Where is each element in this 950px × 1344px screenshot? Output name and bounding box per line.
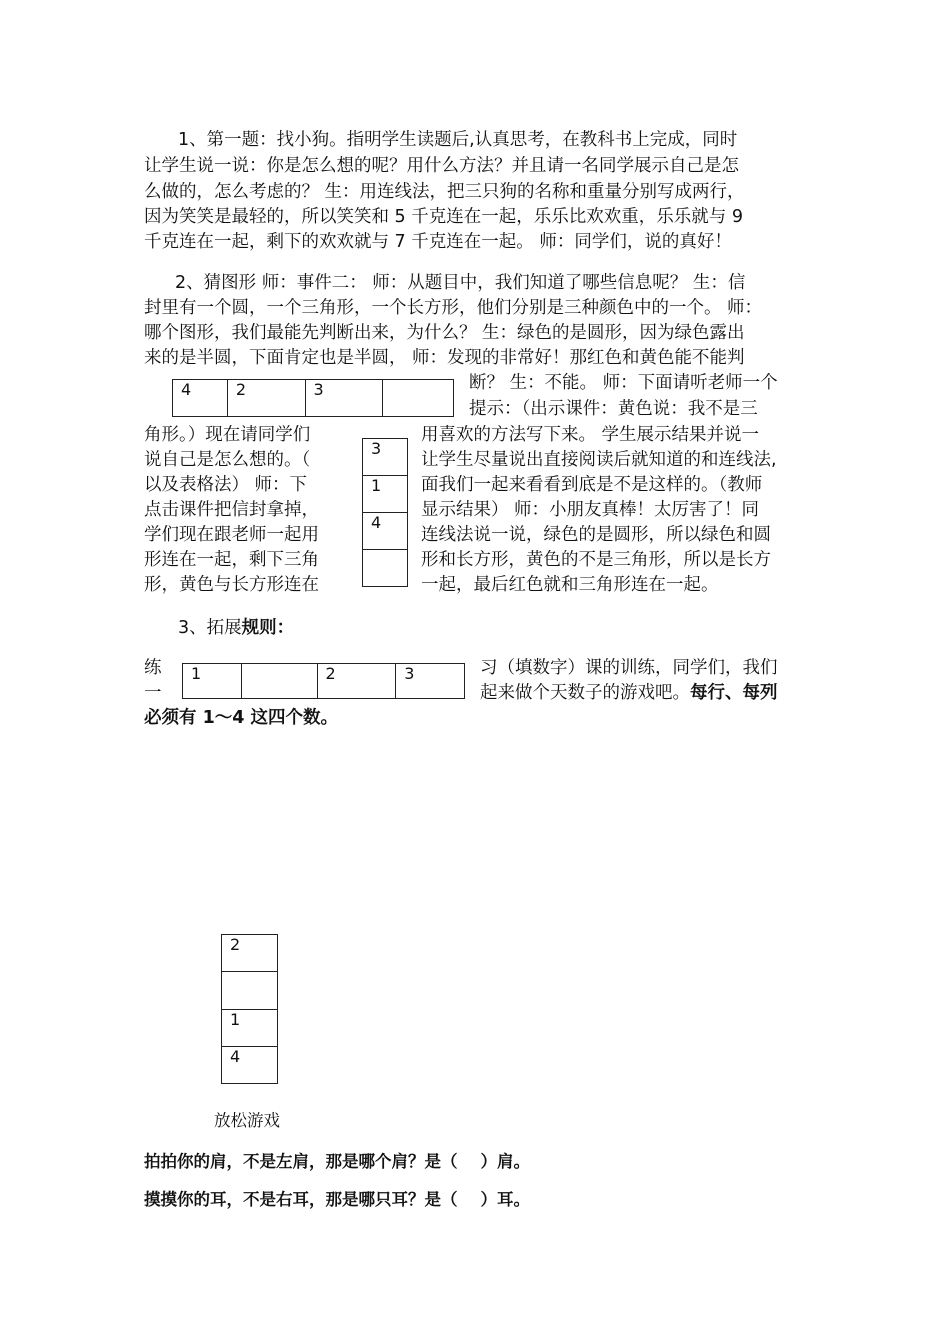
section3-left-char: 一 xyxy=(144,683,162,703)
section2-mid-line: 让学生尽量说出直接阅读后就知道的和连线法, xyxy=(421,450,777,470)
relax-line: 拍拍你的肩，不是左肩，那是哪个肩？是（ ）肩。 xyxy=(144,1152,530,1171)
relax-line: 摸摸你的耳，不是右耳，那是哪只耳？是（ ）耳。 xyxy=(144,1190,530,1209)
section2-line: 哪个图形，我们最能先判断出来，为什么？ 生：绿色的是圆形，因为绿色露出 xyxy=(144,323,745,343)
grid-cell: 3 xyxy=(305,380,383,417)
section3-heading xyxy=(178,616,294,641)
section3-right-plain: 起来做个天数子的游戏吧。 xyxy=(480,683,690,703)
grid-cell xyxy=(363,550,408,587)
section3-heading-bold: 规则： xyxy=(241,618,295,638)
grid-cell xyxy=(383,380,454,417)
grid-cell: 1 xyxy=(222,1010,278,1047)
section2-line: 封里有一个圆，一个三角形，一个长方形，他们分别是三种颜色中的一个。 师： xyxy=(144,298,763,318)
section2-mid-line: 显示结果） 师：小朋友真棒！太厉害了！同 xyxy=(421,500,760,520)
column-grid-1 xyxy=(362,438,408,587)
relax-title: 放松游戏 xyxy=(214,1111,280,1130)
section2-left-line: 形连在一起，剩下三角 xyxy=(144,550,319,570)
section1-line: 么做的，怎么考虑的？ 生：用连线法，把三只狗的名称和重量分别写成两行， xyxy=(144,182,745,202)
section3-right-line: 习（填数字）课的训练，同学们，我们 xyxy=(480,658,778,678)
section2-left-line: 形，黄色与长方形连在 xyxy=(144,575,319,595)
section3-heading-prefix: 3、拓展 xyxy=(178,618,242,638)
section2-left-line: 以及表格法） 师：下 xyxy=(144,475,308,495)
grid-cell: 1 xyxy=(183,664,242,699)
section2-mid-line: 面我们一起来看看到底是不是这样的。（教师 xyxy=(421,475,763,495)
section3-right-line xyxy=(480,681,778,706)
column-grid-2 xyxy=(221,934,278,1084)
row-grid-1 xyxy=(172,379,454,417)
grid-cell: 3 xyxy=(363,439,408,476)
section2-line: 来的是半圆，下面肯定也是半圆， 师：发现的非常好！那红色和黄色能不能判 xyxy=(144,348,745,368)
section2-line: 提示：（出示课件：黄色说：我不是三 xyxy=(469,399,758,419)
section1-line: 千克连在一起，剩下的欢欢就与 7 千克连在一起。 师：同学们，说的真好！ xyxy=(144,232,732,252)
section2-mid-line: 用喜欢的方法写下来。 学生展示结果并说一 xyxy=(421,425,760,445)
section1-line: 1、第一题：找小狗。指明学生读题后,认真思考，在教科书上完成，同时 xyxy=(178,130,738,150)
grid-cell: 2 xyxy=(317,664,396,699)
row-grid-2 xyxy=(182,663,465,699)
section2-left-line: 说自己是怎么想的。（ xyxy=(144,450,311,470)
section1-line: 让学生说一说：你是怎么想的呢？用什么方法？并且请一名同学展示自己是怎 xyxy=(144,156,739,176)
section2-line: 2、猜图形 师：事件二： 师：从题目中，我们知道了哪些信息呢？ 生：信 xyxy=(175,273,746,293)
section3-right-bold: 每行、每列 xyxy=(690,683,778,703)
grid-cell xyxy=(241,664,317,699)
grid-cell: 1 xyxy=(363,476,408,513)
section2-mid-line: 形和长方形，黄色的不是三角形，所以是长方 xyxy=(421,550,771,570)
grid-cell xyxy=(222,972,278,1010)
section2-line: 断？ 生：不能。 师：下面请听老师一个 xyxy=(469,373,778,393)
grid-cell: 2 xyxy=(227,380,305,417)
grid-cell: 2 xyxy=(222,935,278,972)
section1-line: 因为笑笑是最轻的，所以笑笑和 5 千克连在一起，乐乐比欢欢重，乐乐就与 9 xyxy=(144,207,743,227)
section2-left-line: 点击课件把信封拿掉， xyxy=(144,500,319,520)
section2-mid-line: 一起，最后红色就和三角形连在一起。 xyxy=(421,575,719,595)
section2-mid-line: 连线法说一说，绿色的是圆形，所以绿色和圆 xyxy=(421,525,771,545)
grid-cell: 4 xyxy=(173,380,228,417)
grid-cell: 4 xyxy=(222,1047,278,1084)
grid-cell: 4 xyxy=(363,513,408,550)
grid-cell: 3 xyxy=(396,664,465,699)
section3-rule-line: 必须有 1～4 这四个数。 xyxy=(144,708,339,728)
section3-left-char: 练 xyxy=(144,658,162,678)
section2-left-line: 角形。）现在请同学们 xyxy=(144,425,311,445)
section2-left-line: 学们现在跟老师一起用 xyxy=(144,525,319,545)
